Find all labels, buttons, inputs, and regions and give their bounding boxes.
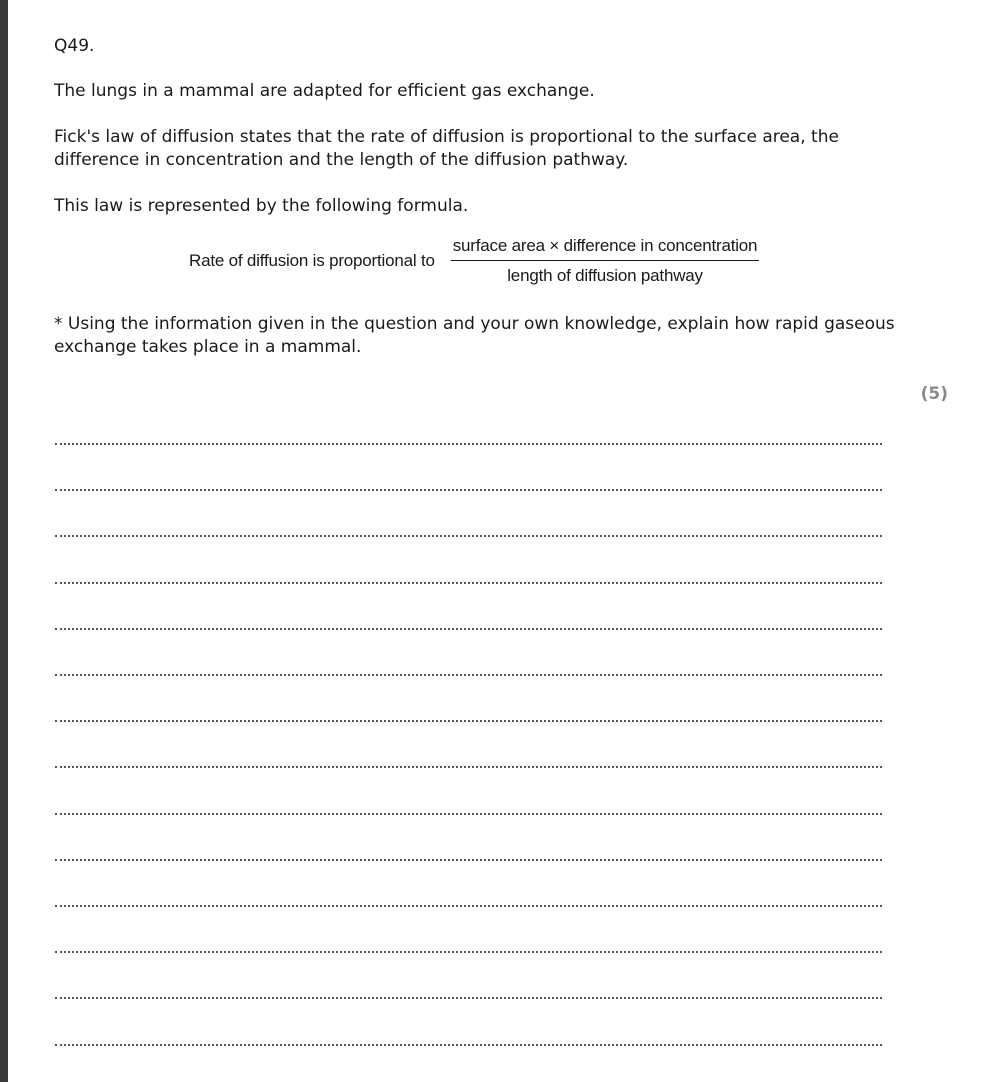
answer-line[interactable] xyxy=(55,720,882,722)
formula-lhs: Rate of diffusion is proportional to xyxy=(189,251,435,270)
answer-line[interactable] xyxy=(55,489,882,491)
question-intro: The lungs in a mammal are adapted for efficient gas exchange. xyxy=(54,81,595,101)
question-prompt: * Using the information given in the question and your own knowledge, explain how rapid gaseous exchange takes place in a mammal. xyxy=(54,314,895,357)
answer-line[interactable] xyxy=(55,628,882,630)
formula-intro: This law is represented by the following formula. xyxy=(54,196,469,216)
left-edge-bar xyxy=(0,0,8,1082)
answer-line[interactable] xyxy=(55,997,882,999)
answer-line[interactable] xyxy=(55,535,882,537)
answer-line[interactable] xyxy=(55,1044,882,1046)
ficks-law-text: Fick's law of diffusion states that the rate of diffusion is proportional to the surface area, the difference in concentration and the length of the diffusion pathway. xyxy=(54,127,839,170)
answer-line[interactable] xyxy=(55,905,882,907)
marks-label: (5) xyxy=(920,384,948,404)
diffusion-formula xyxy=(189,236,759,286)
answer-line[interactable] xyxy=(55,766,882,768)
answer-line[interactable] xyxy=(55,582,882,584)
answer-line[interactable] xyxy=(55,443,882,445)
formula-fraction xyxy=(451,236,760,286)
answer-line[interactable] xyxy=(55,813,882,815)
answer-line[interactable] xyxy=(55,859,882,861)
formula-numerator: surface area × difference in concentration xyxy=(451,236,760,261)
answer-line[interactable] xyxy=(55,951,882,953)
formula-denominator: length of diffusion pathway xyxy=(507,266,703,285)
answer-line[interactable] xyxy=(55,674,882,676)
question-number: Q49. xyxy=(54,36,95,56)
